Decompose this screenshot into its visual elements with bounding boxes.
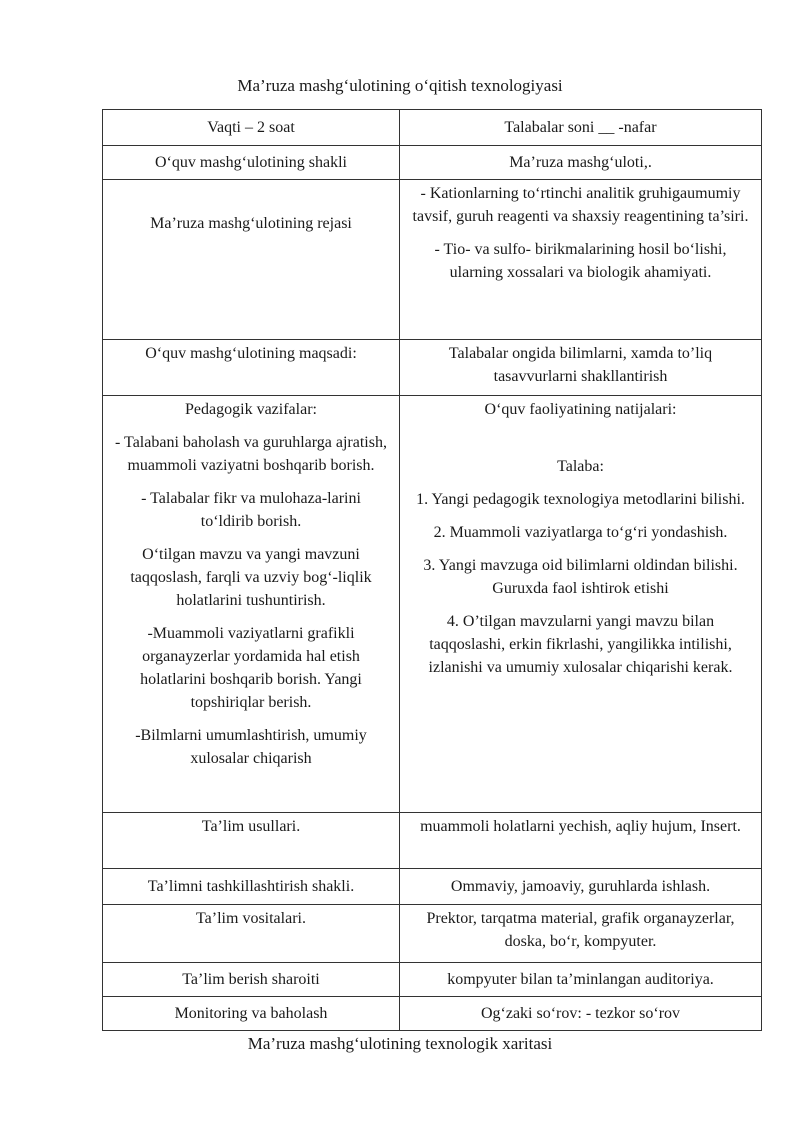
- outcomes-subheading: Talaba:: [557, 458, 604, 475]
- conditions-value: kompyuter bilan ta’minlangan auditoriya.: [400, 963, 762, 997]
- table-row-organization: [103, 869, 762, 905]
- methods-value: muammoli holatlarni yechish, aqliy hujum, Insert.: [400, 813, 762, 869]
- methods-label: Ta’lim usullari.: [103, 813, 400, 869]
- page-footer-caption: Ma’ruza mashg‘ulotining texnologik xaritasi: [247, 1034, 553, 1053]
- task-item: - Talabalar fikr va mulohaza-larini to‘ldirib borish.: [141, 490, 361, 530]
- table-row-time: [103, 110, 762, 146]
- table-row-monitoring: [103, 997, 762, 1031]
- outcomes-heading: O‘quv faoliyatining natijalari:: [484, 401, 677, 418]
- monitoring-label: Monitoring va baholash: [103, 997, 400, 1031]
- outcome-item: 2. Muammoli vaziyatlarga to‘g‘ri yondashish.: [433, 524, 728, 541]
- organization-value: Ommaviy, jamoaviy, guruhlarda ishlash.: [400, 869, 762, 905]
- tools-label: Ta’lim vositalari.: [103, 905, 400, 963]
- conditions-label: Ta’lim berish sharoiti: [103, 963, 400, 997]
- task-item: O‘tilgan mavzu va yangi mavzuni taqqoslash, farqli va uzviy bog‘-liqlik holatlarini tushuntirish.: [130, 546, 372, 609]
- organization-label: Ta’limni tashkillashtirish shakli.: [103, 869, 400, 905]
- form-label: O‘quv mashg‘ulotining shakli: [103, 146, 400, 180]
- lesson-plan-table: [102, 109, 762, 1031]
- plan-label: Ma’ruza mashg‘ulotining rejasi: [103, 180, 400, 340]
- table-row-methods: [103, 813, 762, 869]
- table-row-plan: [103, 180, 762, 340]
- table-row-goal: [103, 340, 762, 396]
- outcome-item: 1. Yangi pedagogik texnologiya metodlarini bilishi.: [416, 491, 745, 508]
- plan-items: [400, 180, 762, 340]
- task-item: - Talabani baholash va guruhlarga ajratish, muammoli vaziyatni boshqarib borish.: [115, 434, 387, 474]
- table-row-tools: [103, 905, 762, 963]
- task-item: -Muammoli vaziyatlarni grafikli organayzerlar yordamida hal etish holatlarini boshqarib borish. Yangi topshiriqlar berish.: [140, 625, 362, 711]
- table-row-form: [103, 146, 762, 180]
- tools-value: Prektor, tarqatma material, grafik organayzerlar, doska, bo‘r, kompyuter.: [400, 905, 762, 963]
- time-label: Vaqti – 2 soat: [103, 110, 400, 146]
- students-count: Talabalar soni __ -nafar: [400, 110, 762, 146]
- monitoring-value: Og‘zaki so‘rov: - tezkor so‘rov: [400, 997, 762, 1031]
- tasks-heading: Pedagogik vazifalar:: [185, 401, 317, 418]
- goal-label: O‘quv mashg‘ulotining maqsadi:: [103, 340, 400, 396]
- outcome-item: 4. O’tilgan mavzularni yangi mavzu bilan taqqoslashi, erkin fikrlashi, yangilikka intilishi, izlanishi va umumiy xulosalar chiqarishi kerak.: [428, 613, 733, 676]
- task-item: -Bilmlarni umumlashtirish, umumiy xulosalar chiqarish: [135, 727, 367, 767]
- learning-outcomes: [400, 396, 762, 813]
- outcome-item: 3. Yangi mavzuga oid bilimlarni oldindan bilishi. Guruxda faol ishtirok etishi: [423, 557, 738, 597]
- goal-value: Talabalar ongida bilimlarni, xamda to’liq tasavvurlarni shakllantirish: [400, 340, 762, 396]
- pedagogical-tasks: [103, 396, 400, 813]
- plan-item: - Tio- va sulfo- birikmalarining hosil bo‘lishi, ularning xossalari va biologik ahamiyati.: [434, 241, 727, 281]
- table-row-tasks: [103, 396, 762, 813]
- form-value: Ma’ruza mashg‘uloti,.: [400, 146, 762, 180]
- table-row-conditions: [103, 963, 762, 997]
- plan-item: - Kationlarning to‘rtinchi analitik gruhigaumumiy tavsif, guruh reagenti va shaxsiy reagentining ta’siri.: [412, 185, 749, 225]
- page-title: Ma’ruza mashg‘ulotining o‘qitish texnologiyasi: [237, 76, 563, 95]
